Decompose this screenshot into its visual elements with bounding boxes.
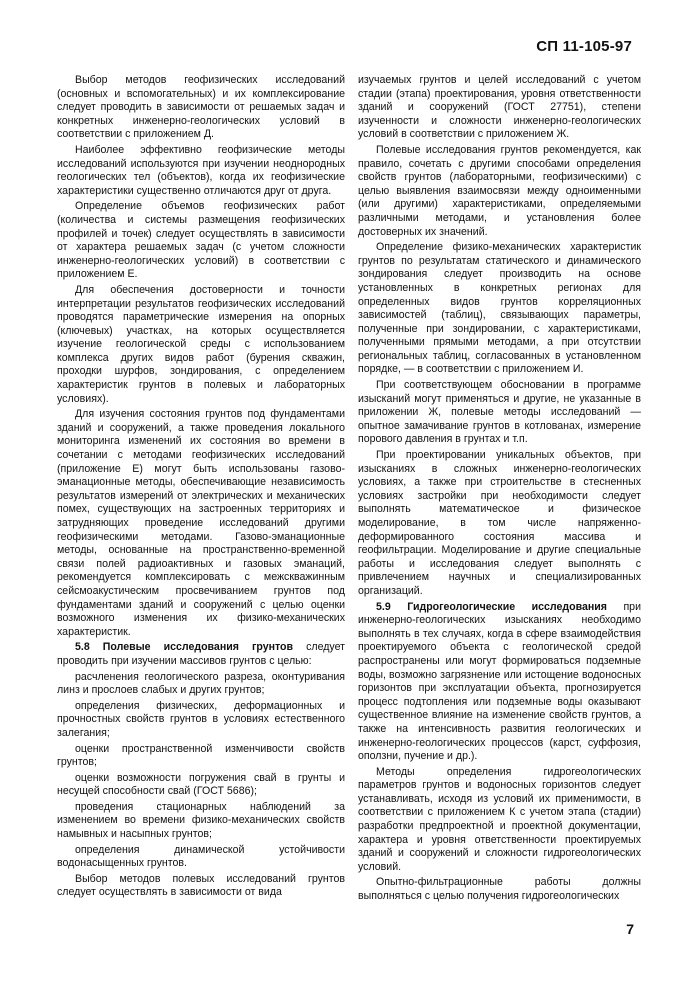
paragraph: При соответствующем обосновании в программе изысканий могут применяться и другие, не указанные в приложении Ж, полевые методы исследований — опытное замачивание грунтов в котлованах, измерение порового давления в грунтах и т.п.: [358, 379, 641, 446]
page-number: 7: [626, 921, 634, 937]
paragraph: Для изучения состояния грунтов под фундаментами зданий и сооружений, а также проведения локального мониторинга изменений их состояния во времени в сочетании с методами геофизических исследований (приложение Е) могут быть использованы газово-эманационные методы, обеспечивающие независимость результатов измерений от электрических и механических помех, существующих на застроенных территориях и затрудняющих проведение исследований другими геофизическими методами. Газово-эманационные методы, основанные на пространственно-временной связи полей радиоактивных и газовых эманаций, рекомендуется комплексировать с межскважинным сейсмоакустическим просвечиванием грунтов под фундаментами зданий и сооружений с целью оценки возможного изменения их физико-механических характеристик.: [57, 408, 345, 638]
section-5-9-paragraph: [358, 601, 641, 764]
section-5-8-paragraph: [57, 641, 345, 668]
paragraph: Определение объемов геофизических работ (количества и системы размещения геофизических профилей и точек) следует осуществлять в зависимости от характера решаемых задач (с учетом сложности инженерно-геологических условий) в соответствии с приложением Е.: [57, 200, 345, 281]
section-heading: 5.9 Гидрогеологические исследования: [376, 600, 607, 613]
section-heading: 5.8 Полевые исследования грунтов: [75, 641, 294, 654]
list-item: определения динамической устойчивости водонасыщенных грунтов.: [57, 843, 345, 870]
paragraph: Определение физико-механических характеристик грунтов по результатам статического и динамического зондирования следует производить на основе установленных в конкретных регионах для определенных видов грунтов корреляционных зависимостей (таблиц), связывающих параметры, полученные при зондировании, с характеристиками, полученными прямыми методами, а при отсутствии региональных таблиц, согласованных в установленном порядке, — в соответствии с приложением И.: [358, 241, 641, 376]
list-item: проведения стационарных наблюдений за изменением во времени физико-механических свойств намывных и насыпных грунтов;: [57, 800, 345, 841]
paragraph: Полевые исследования грунтов рекомендуется, как правило, сочетать с другими способами определения свойств грунтов (лабораторными, геофизическими) с целью выявления взаимосвязи между одноименными (или другими) характеристиками, определяемыми различными методами, и установления более достоверных их значений.: [358, 143, 641, 238]
section-text: следует проводить при изучении массивов грунтов с целью:: [57, 641, 345, 667]
section-text: при инженерно-геологических изысканиях необходимо выполнять в тех случаях, когда в сфере взаимодействия проектируемого объекта с геологической средой распространены или могут формироваться подземные воды, возможно загрязнение или истощение водоносных горизонтов при эксплуатации объекта, прогнозируется процесс подтопления или подземные воды оказывают существенное влияние на изменение свойств грунтов, а также на интенсивность развития геологических и инженерно-геологических процессов (карст, суффозия, оползни, пучение и др.).: [358, 600, 641, 763]
list-item: оценки возможности погружения свай в грунты и несущей способности свай (ГОСТ 5686);: [57, 771, 345, 798]
paragraph: Выбор методов геофизических исследований (основных и вспомогательных) и их комплексирование следует проводить в зависимости от решаемых задач и конкретных инженерно-геологических условий в соответствии с приложением Д.: [57, 74, 345, 141]
paragraph: Выбор методов полевых исследований грунтов следует осуществлять в зависимости от вида: [57, 872, 345, 899]
paragraph: изучаемых грунтов и целей исследований с учетом стадии (этапа) проектирования, уровня ответственности зданий и сооружений (ГОСТ 27751), степени изученности и сложности инженерно-геологических условий в соответствии с приложением Ж.: [358, 74, 641, 141]
document-code: СП 11-105-97: [536, 38, 632, 55]
list-item: оценки пространственной изменчивости свойств грунтов;: [57, 742, 345, 769]
paragraph: Опытно-фильтрационные работы должны выполняться с целью получения гидрогеологических: [358, 876, 641, 903]
list-item: определения физических, деформационных и прочностных свойств грунтов в условиях естественного залегания;: [57, 699, 345, 739]
list-item: расчленения геологического разреза, оконтуривания линз и прослоев слабых и других грунтов;: [57, 670, 345, 697]
paragraph: Методы определения гидрогеологических параметров грунтов и водоносных горизонтов следует устанавливать, исходя из условий их применимости, в соответствии с приложением К с учетом этапа (стадии) разработки предпроектной и проектной документации, характера и уровня ответственности проектируемых зданий и сооружений и сложности гидрогеологических условий.: [358, 765, 641, 873]
paragraph: Для обеспечения достоверности и точности интерпретации результатов геофизических исследований проводятся параметрические измерения на опорных (ключевых) участках, на которых осуществляется изучение геологической среды с использованием комплекса других видов работ (бурения скважин, проходки шурфов, зондирования, с определением характеристик грунтов в полевых и лабораторных условиях).: [57, 283, 345, 405]
left-column: [57, 74, 345, 902]
right-column: [358, 74, 641, 906]
paragraph: Наиболее эффективно геофизические методы исследований используются при изучении неоднородных геологических тел (объектов), когда их геофизические характеристики существенно отличаются друг от друга.: [57, 143, 345, 197]
paragraph: При проектировании уникальных объектов, при изысканиях в сложных инженерно-геологических условиях, а также при строительстве в стесненных условиях застройки при необходимости следует выполнять математическое и физическое моделирование, в том числе напряженно-деформированного состояния массива и геофильтрации. Моделирование и другие специальные работы и исследования следует выполнять с привлечением научных и специализированных организаций.: [358, 449, 641, 597]
